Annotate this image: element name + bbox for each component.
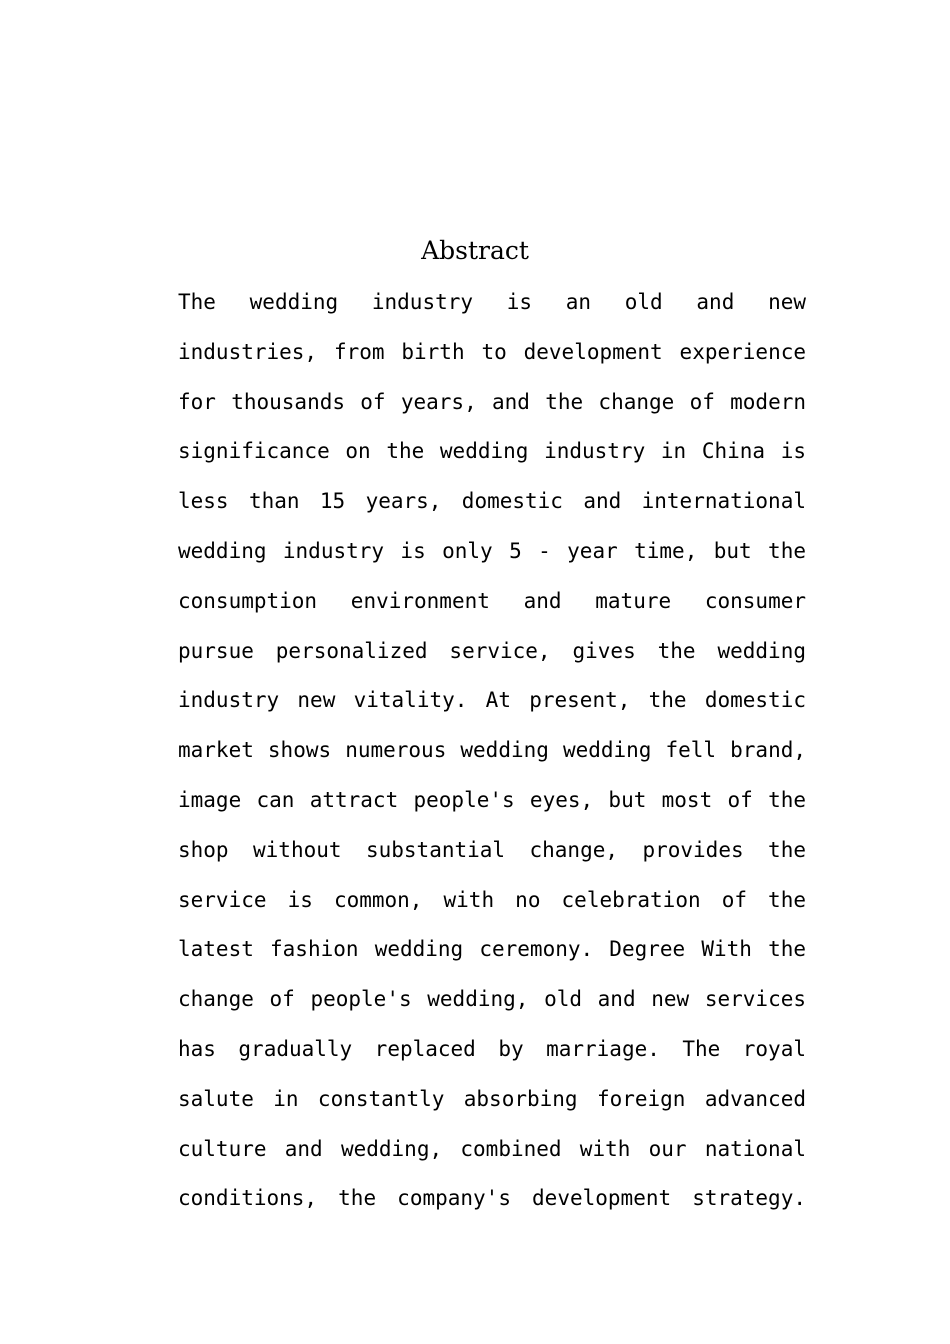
abstract-line: wedding industry is only 5 - year time, but the — [178, 538, 806, 563]
abstract-line: latest fashion wedding ceremony. Degree With the — [178, 937, 806, 962]
abstract-title: Abstract — [421, 236, 529, 265]
abstract-line: market shows numerous wedding wedding fell brand, — [178, 738, 806, 763]
abstract-line: consumption environment and mature consumer — [178, 588, 806, 613]
abstract-line: The wedding industry is an old and new — [178, 290, 806, 314]
abstract-line: image can attract people's eyes, but most of the — [178, 787, 806, 812]
abstract-line: has gradually replaced by marriage. The royal — [178, 1036, 806, 1061]
abstract-line: shop without substantial change, provides the — [178, 837, 806, 862]
abstract-body — [178, 282, 806, 1228]
abstract-line: conditions, the company's development strategy. — [178, 1186, 806, 1211]
abstract-line: industries, from birth to development experience — [178, 339, 806, 364]
abstract-line: significance on the wedding industry in China is — [178, 439, 806, 464]
abstract-line: service is common, with no celebration of the — [178, 887, 806, 912]
abstract-line: industry new vitality. At present, the domestic — [178, 688, 806, 713]
abstract-line: culture and wedding, combined with our national — [178, 1136, 806, 1161]
abstract-line: change of people's wedding, old and new services — [178, 987, 806, 1012]
abstract-line: less than 15 years, domestic and international — [178, 489, 806, 514]
abstract-line: salute in constantly absorbing foreign advanced — [178, 1086, 806, 1111]
abstract-line: for thousands of years, and the change of modern — [178, 389, 806, 414]
abstract-line: pursue personalized service, gives the wedding — [178, 638, 806, 663]
